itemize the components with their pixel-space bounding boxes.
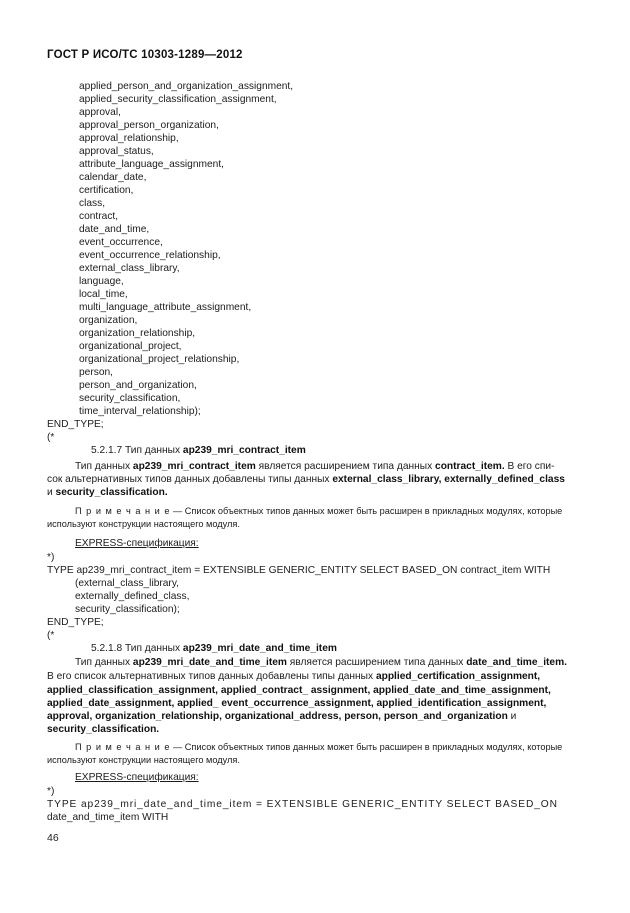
text-run: является расширением типа данных [255,461,436,472]
list-item: certification, [79,185,134,196]
list-item: approval_relationship, [79,133,179,144]
list-item: multi_language_attribute_assignment, [79,302,252,313]
code-line: security_classification); [75,604,180,615]
code-line: TYPE ap239_mri_date_and_time_item = EXTENSIBLE GENERIC_ENTITY SELECT BASED_ON [47,799,558,810]
list-item: local_time, [79,289,128,300]
paragraph-line [47,473,565,486]
type-name: applied_certification_assignment, [375,671,541,682]
list-item: contract, [79,211,119,222]
type-name: approval, organization_relationship, organizational_address, person, person_and_organization [47,711,508,722]
paragraph-line [75,656,567,669]
list-item: applied_person_and_organization_assignment, [79,81,294,92]
list-item: calendar_date, [79,172,147,183]
note-line [75,741,562,754]
list-item: person_and_organization, [79,380,197,391]
list-item: date_and_time, [79,224,150,235]
list-item: time_interval_relationship); [79,406,201,417]
note-line: используют конструкции настоящего модуля. [47,755,240,765]
list-item: event_occurrence_relationship, [79,250,221,261]
note-line: используют конструкции настоящего модуля. [47,519,240,529]
code-line: (external_class_library, [75,578,179,589]
text-run: и [47,487,56,498]
comment-close: *) [47,786,55,797]
paragraph-line [47,697,546,710]
text-run: Тип данных [75,657,133,668]
page-number: 46 [47,832,59,844]
section-type-name: ap239_mri_date_and_time_item [182,643,337,654]
type-name: security_classification. [55,487,168,498]
type-name: ap239_mri_date_and_time_item [132,657,287,668]
code-line: TYPE ap239_mri_contract_item = EXTENSIBLE GENERIC_ENTITY SELECT BASED_ON contract_item WITH [47,565,551,576]
list-item: language, [79,276,124,287]
section-number: 5.2.1.8 Тип данных [91,643,183,654]
code-end-type: END_TYPE; [47,419,104,430]
type-name: date_and_time_item. [466,657,567,668]
note-label: П р и м е ч а н и е [75,742,171,752]
list-item: approval_status, [79,146,154,157]
paragraph-line [47,684,551,697]
list-item: security_classification, [79,393,181,404]
text-run: является расширением типа данных [286,657,467,668]
comment-close: *) [47,552,55,563]
section-number: 5.2.1.7 Тип данных [91,445,183,456]
type-name: ap239_mri_contract_item [132,461,256,472]
type-name: applied_date_assignment, applied_ event_occurrence_assignment, applied_identification_assignment, [47,698,547,709]
paragraph-line [47,710,516,723]
text-run: сок альтернативных типов данных добавлены типы данных [47,474,333,485]
type-name: contract_item. [435,461,505,472]
list-item: external_class_library, [79,263,180,274]
text-run: В его спи- [504,461,555,472]
list-item: organizational_project_relationship, [79,354,240,365]
list-item: class, [79,198,106,209]
list-item: organization_relationship, [79,328,196,339]
type-name: external_class_library, externally_defined_class [332,474,565,485]
section-heading-5218 [91,642,337,655]
paragraph-line [47,486,168,499]
list-item: approval, [79,107,121,118]
type-name: applied_classification_assignment, applied_contract_ assignment, applied_date_and_time_assignment, [47,685,551,696]
note-text: — Список объектных типов данных может быть расширен в прикладных модулях, которые [170,506,563,516]
section-type-name: ap239_mri_contract_item [182,445,306,456]
list-item: approval_person_organization, [79,120,219,131]
express-spec-label: EXPRESS-спецификация: [75,538,199,549]
text-run: В его список альтернативных типов данных добавлены типы данных [47,671,376,682]
comment-open: (* [47,432,55,443]
paragraph-line [47,670,540,683]
text-run: Тип данных [75,461,133,472]
note-line [75,505,562,518]
comment-open: (* [47,630,55,641]
list-item: applied_security_classification_assignment, [79,94,277,105]
type-name: security_classification. [47,724,160,735]
code-line: date_and_time_item WITH [47,812,169,823]
section-heading-5217 [91,444,306,457]
code-line: externally_defined_class, [75,591,190,602]
list-item: attribute_language_assignment, [79,159,224,170]
list-item: organization, [79,315,138,326]
note-text: — Список объектных типов данных может быть расширен в прикладных модулях, которые [170,742,563,752]
express-spec-label: EXPRESS-спецификация: [75,772,199,783]
text-run: и [507,711,517,722]
note-label: П р и м е ч а н и е [75,506,171,516]
list-item: event_occurrence, [79,237,163,248]
list-item: person, [79,367,113,378]
paragraph-line [47,723,159,736]
document-header: ГОСТ Р ИСО/ТС 10303-1289—2012 [47,49,243,61]
list-item: organizational_project, [79,341,182,352]
paragraph-line [75,460,555,473]
code-end-type: END_TYPE; [47,617,104,628]
